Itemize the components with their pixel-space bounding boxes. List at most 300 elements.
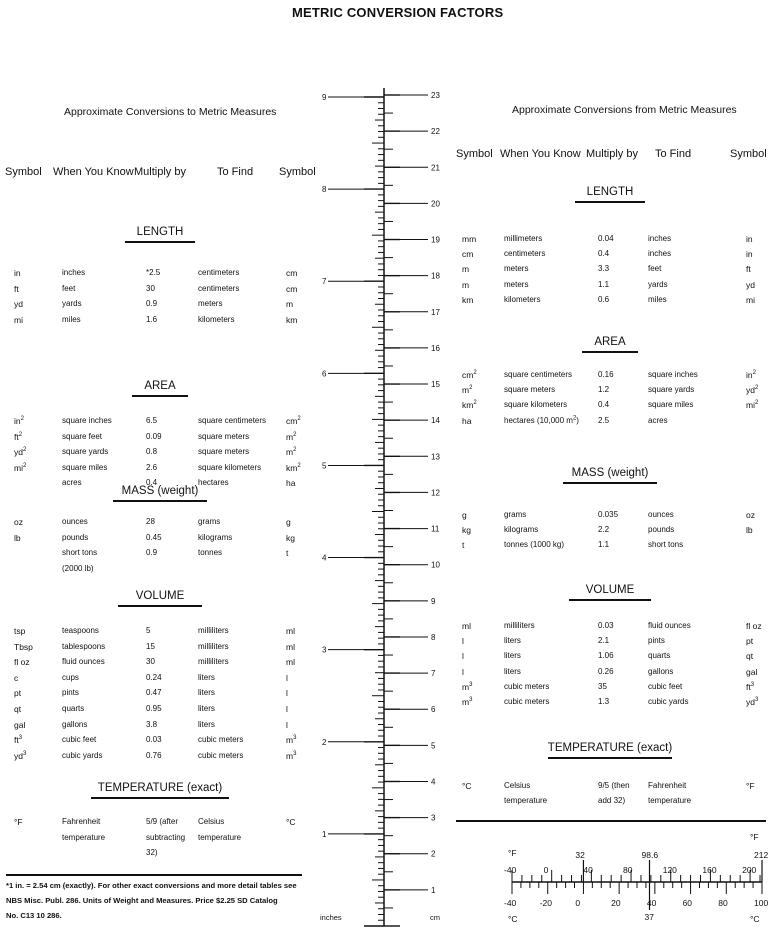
footnote-rule [6,874,302,876]
left-section-rule [91,797,229,799]
celsius-label: 80 [718,898,728,908]
left-cell-mult: subtracting [146,832,186,842]
left-cell-mult: 32) [146,848,158,858]
left-cell-know: teaspoons [62,626,99,635]
right-cell-know: liters [504,651,521,661]
left-cell-know: (2000 lb) [62,563,94,573]
cm-label: 15 [431,380,440,390]
inch-label: 7 [322,277,327,287]
left-cell-mult: 15 [146,641,155,651]
ruler-graphic [310,0,460,935]
cm-label: 10 [431,560,440,570]
right-cell-sym2: oz [746,510,755,520]
right-cell-know: milliliters [504,621,535,630]
right-cell-sym: $m^3$ [462,681,473,692]
fahrenheit-mark-label: 212 [754,850,769,860]
right-cell-sym: cm [462,249,474,260]
inch-unit-label: inches [320,913,342,922]
fahrenheit-unit: °F [508,848,517,858]
left-cell-find: centimeters [198,268,240,277]
left-cell-mult: *2.5 [146,268,161,277]
right-cell-know: kilometers [504,294,541,304]
left-cell-sym: c [14,672,19,683]
left-header-symbol2: Symbol [279,166,316,178]
inch-label: 5 [322,461,327,471]
left-header-multiply: Multiply by [134,166,186,178]
right-cell-sym2: gal [746,666,758,677]
left-cell-find: liters [198,704,215,713]
celsius-label: 100 [754,898,769,908]
right-cell-find: cubic yards [648,697,689,706]
left-section-rule [132,395,188,397]
left-cell-sym: in [14,268,21,278]
left-cell-find: Celsius [198,817,225,826]
left-cell-sym2: l [286,704,288,714]
left-section-title: LENGTH [136,226,184,238]
right-cell-know: kilograms [504,525,539,535]
left-cell-know: cups [62,672,79,682]
fahrenheit-mark-label: 32 [575,850,585,860]
left-cell-find: cubic meters [198,750,244,760]
right-cell-find: Fahrenheit [648,781,687,790]
left-section-rule [125,241,195,243]
right-cell-mult: 1.1 [598,540,610,550]
left-cell-find: milliliters [198,657,229,667]
left-cell-know: acres [62,478,82,488]
right-cell-sym: g [462,510,467,520]
right-cell-know: square meters [504,385,556,395]
left-section-rule [118,605,202,607]
right-cell-sym: km [462,294,474,305]
right-cell-know: Celsius [504,781,531,790]
right-section-rule [582,351,638,353]
cm-unit-label: cm [430,913,440,922]
right-cell-sym2: $in^2$ [746,370,756,380]
right-cell-know: liters [504,636,521,646]
right-cell-sym: mm [462,234,477,244]
right-cell-find: short tons [648,540,684,550]
left-cell-find: cubic meters [198,735,244,745]
cm-label: 22 [431,127,440,137]
right-cell-sym: t [462,540,465,551]
left-section-title: AREA [144,380,176,392]
left-cell-sym: $mi^2$ [14,462,27,473]
fahrenheit-label: 120 [662,865,677,875]
left-cell-sym2: t [286,548,289,559]
left-cell-know: square inches [62,416,112,425]
left-cell-sym2: °C [286,817,296,827]
left-cell-mult: 30 [146,657,155,667]
left-cell-sym: $in^2$ [14,416,24,426]
left-cell-know: fluid ounces [62,657,105,667]
right-cell-sym: l [462,666,464,677]
left-cell-mult: 0.03 [146,735,162,745]
left-cell-find: liters [198,672,215,682]
left-cell-sym: qt [14,704,22,714]
left-cell-mult: 0.9 [146,299,158,309]
right-cell-find: quarts [648,651,671,661]
right-cell-find: gallons [648,666,674,676]
inch-label: 9 [322,93,327,102]
right-cell-find: pints [648,636,665,646]
right-cell-mult: 2.2 [598,525,610,535]
left-cell-sym2: kg [286,532,295,543]
left-cell-find: grams [198,517,221,526]
left-cell-mult: 0.9 [146,548,158,558]
cm-label: 13 [431,452,440,462]
right-cell-find: inches [648,249,672,259]
cm-label: 1 [431,885,436,895]
right-section-rule [575,201,645,203]
right-cell-find: square miles [648,400,694,410]
celsius-label: -20 [539,898,553,908]
left-cell-mult: 5 [146,626,151,635]
celsius-unit-right: °C [750,914,760,924]
right-cell-find: temperature [648,796,692,806]
right-cell-sym2: ft [746,264,751,275]
left-cell-know: Fahrenheit [62,817,101,826]
left-cell-sym2: ml [286,641,295,652]
right-section-title: MASS (weight) [571,467,649,479]
left-cell-know: temperature [62,832,106,842]
right-cell-mult: 0.26 [598,666,614,676]
right-cell-sym: m [462,264,470,275]
cm-label: 21 [431,163,440,173]
right-section-title: TEMPERATURE (exact) [547,742,673,754]
right-cell-know: square centimeters [504,370,573,379]
right-cell-mult: 35 [598,681,607,691]
temperature-rule [456,820,766,822]
right-cell-sym2: °F [746,781,755,791]
right-cell-find: acres [648,415,668,425]
left-cell-sym: $yd^3$ [14,750,27,761]
fahrenheit-label: 40 [583,865,593,875]
left-cell-sym: Tbsp [14,641,33,652]
left-cell-know: pints [62,688,79,698]
left-cell-know: short tons [62,548,98,558]
right-header-symbol2: Symbol [730,148,767,160]
right-section-title: LENGTH [586,186,634,198]
right-cell-sym2: $mi^2$ [746,400,759,411]
left-cell-sym2: l [286,719,288,730]
right-cell-find: inches [648,234,672,243]
cm-label: 3 [431,813,436,823]
right-cell-mult: 2.1 [598,636,610,646]
right-cell-sym: ml [462,621,471,631]
left-cell-sym2: cm [286,268,298,278]
right-cell-mult: 0.04 [598,234,614,243]
left-cell-know: inches [62,268,86,277]
fahrenheit-label: 0 [543,865,549,875]
cm-label: 6 [431,705,436,715]
celsius-mark-label: 37 [644,912,654,922]
right-cell-know: liters [504,666,521,676]
right-cell-mult: add 32) [598,796,626,806]
left-cell-sym: tsp [14,626,26,636]
left-cell-sym2: l [286,672,288,683]
left-cell-know: square yards [62,447,109,457]
cm-label: 14 [431,416,440,426]
left-cell-know: cubic feet [62,735,97,745]
left-cell-find: square centimeters [198,416,267,425]
inch-label: 2 [322,737,327,747]
right-cell-sym2: mi [746,294,755,305]
left-cell-mult: 30 [146,283,155,293]
right-header-symbol: Symbol [456,148,493,160]
left-cell-sym2: l [286,688,288,699]
left-cell-mult: 3.8 [146,719,158,729]
left-cell-sym: mi [14,314,23,325]
left-cell-sym: gal [14,719,26,730]
left-cell-mult: 0.09 [146,431,162,441]
right-cell-know: tonnes (1000 kg) [504,540,565,550]
right-cell-mult: 0.4 [598,400,610,410]
right-cell-sym: l [462,651,464,662]
right-cell-know: grams [504,510,527,519]
fahrenheit-unit-right: °F [750,832,759,842]
inch-label: 1 [322,829,327,839]
left-cell-sym: lb [14,532,21,543]
left-cell-mult: 5/9 (after [146,817,179,826]
left-cell-sym2: km [286,314,298,325]
cm-label: 20 [431,199,440,209]
right-cell-mult: 0.035 [598,510,619,519]
right-cell-find: square yards [648,385,695,395]
left-cell-know: quarts [62,704,85,713]
left-cell-sym2: m [286,299,294,310]
left-cell-know: pounds [62,532,89,542]
right-cell-know: cubic meters [504,681,550,691]
right-cell-mult: 3.3 [598,264,610,274]
right-cell-know: meters [504,264,529,274]
left-cell-find: square meters [198,431,250,441]
cm-label: 2 [431,849,436,859]
right-cell-sym: l [462,636,464,647]
cm-label: 4 [431,777,436,787]
right-cell-sym: m [462,279,470,290]
left-cell-sym: $yd^2$ [14,447,27,458]
celsius-label: 20 [611,898,621,908]
celsius-label: 40 [646,898,657,908]
right-cell-sym2: $yd^2$ [746,385,759,396]
right-cell-mult: 1.3 [598,697,610,706]
celsius-label: 60 [682,898,693,908]
right-cell-sym: °C [462,781,472,791]
left-cell-mult: 0.45 [146,532,162,542]
right-section-rule [569,599,651,601]
right-cell-know: temperature [504,796,548,806]
left-section-rule [113,500,207,502]
cm-label: 7 [431,669,436,679]
thermometer-graphic [450,830,770,930]
left-section-title: VOLUME [135,590,185,602]
right-cell-sym: $cm^2$ [462,370,477,380]
right-cell-know: centimeters [504,249,546,259]
right-cell-sym: ha [462,415,472,426]
right-cell-find: miles [648,294,667,304]
left-cell-know: cubic yards [62,750,103,760]
cm-label: 18 [431,271,440,281]
cm-label: 12 [431,488,440,498]
left-cell-find: square meters [198,447,250,457]
right-cell-sym2: pt [746,636,754,647]
right-subtitle: Approximate Conversions from Metric Measures [512,104,737,116]
left-cell-find: hectares [198,478,229,488]
right-cell-know: meters [504,279,529,289]
inch-label: 8 [322,185,327,195]
left-cell-sym: yd [14,299,23,310]
left-cell-sym: ft [14,283,19,294]
right-cell-sym2: fl oz [746,621,762,631]
left-cell-mult: 0.24 [146,672,162,682]
left-cell-find: milliliters [198,626,229,635]
left-cell-know: square miles [62,462,108,472]
fahrenheit-label: 80 [623,865,633,875]
right-cell-mult: 0.16 [598,370,614,379]
right-cell-find: square inches [648,370,698,379]
left-cell-mult: 0.95 [146,704,162,713]
left-cell-sym: $ft^3$ [14,735,23,746]
left-cell-know: miles [62,314,81,324]
left-cell-sym: pt [14,688,22,699]
left-header-find: To Find [217,166,254,178]
right-cell-sym2: in [746,249,753,260]
left-section-title: MASS (weight) [121,485,199,497]
right-header-find: To Find [655,148,692,160]
right-section-title: AREA [594,336,626,348]
inch-label: 4 [322,553,327,563]
left-cell-know: feet [62,283,76,293]
left-cell-know: yards [62,299,82,309]
cm-label: 9 [431,596,436,606]
left-cell-sym2: $km^2$ [286,462,301,473]
celsius-label: 0 [575,898,581,908]
left-cell-mult: 0.8 [146,447,158,457]
right-cell-mult: 0.4 [598,249,610,259]
left-cell-mult: 2.6 [146,462,158,472]
left-cell-mult: 1.6 [146,314,158,324]
right-cell-mult: 1.1 [598,279,610,289]
right-cell-find: cubic feet [648,681,683,691]
cm-label: 11 [431,524,440,534]
left-cell-sym2: ml [286,626,295,636]
right-cell-sym2: lb [746,525,753,536]
left-cell-sym2: g [286,517,291,527]
cm-label: 5 [431,741,436,751]
footnote-line-1: *1 in. = 2.54 cm (exactly). For other exact conversions and more detail tables see [6,881,297,890]
right-cell-find: ounces [648,510,674,519]
left-cell-know: gallons [62,719,88,729]
inch-label: 3 [322,645,327,655]
left-section-title: TEMPERATURE (exact) [97,782,223,794]
right-cell-know: millimeters [504,234,543,243]
right-cell-mult: 2.5 [598,415,610,425]
left-cell-find: tonnes [198,548,223,558]
left-cell-find: kilograms [198,532,233,542]
right-cell-know: square kilometers [504,400,568,410]
right-header-multiply: Multiply by [586,148,638,160]
right-cell-mult: 0.6 [598,294,610,304]
left-cell-know: tablespoons [62,641,106,651]
right-cell-mult: 1.2 [598,385,610,395]
inch-label: 6 [322,369,327,379]
left-cell-mult: 0.4 [146,478,158,488]
left-cell-sym2: $m^2$ [286,431,297,442]
left-header-know: When You Know [53,166,134,178]
right-cell-find: fluid ounces [648,621,691,630]
celsius-label: -40 [504,898,517,908]
right-section-rule [548,757,672,759]
right-cell-find: pounds [648,525,675,535]
left-cell-sym2: cm [286,283,298,294]
left-cell-sym2: $m^3$ [286,750,297,761]
left-cell-sym2: ml [286,657,295,668]
left-cell-sym: °F [14,817,23,827]
right-cell-sym: kg [462,525,471,536]
left-cell-find: temperature [198,832,242,842]
left-cell-sym: oz [14,517,23,527]
right-cell-sym2: in [746,234,753,244]
left-cell-mult: 28 [146,517,155,526]
cm-label: 16 [431,343,440,353]
right-cell-find: feet [648,264,662,274]
right-cell-sym2: $yd^3$ [746,697,759,707]
left-cell-mult: 0.47 [146,688,162,698]
left-cell-sym: fl oz [14,657,30,668]
right-cell-know: hectares (10,000 $m^2$) [504,414,579,425]
fahrenheit-label: -40 [504,865,517,875]
left-cell-sym2: $m^3$ [286,735,297,746]
celsius-unit: °C [508,914,518,924]
right-cell-sym: $m^3$ [462,697,473,707]
right-cell-sym2: yd [746,279,755,290]
left-cell-mult: 0.76 [146,750,162,760]
left-cell-find: meters [198,299,223,309]
left-cell-find: liters [198,688,215,698]
right-header-know: When You Know [500,148,581,160]
left-cell-know: ounces [62,517,88,526]
right-cell-sym2: $ft^3$ [746,681,755,692]
cm-label: 8 [431,632,436,642]
left-cell-mult: 6.5 [146,416,158,425]
footnote-line-2: NBS Misc. Publ. 286. Units of Weight and Measures. Price $2.25 SD Catalog [6,896,278,905]
left-cell-sym2: $m^2$ [286,447,297,458]
cm-label: 19 [431,235,440,245]
right-cell-find: yards [648,279,668,289]
right-cell-mult: 9/5 (then [598,781,630,790]
left-cell-know: square feet [62,431,103,441]
left-header-symbol: Symbol [5,166,42,178]
right-cell-know: cubic meters [504,697,550,706]
cm-label: 23 [431,91,440,100]
right-section-title: VOLUME [585,584,635,596]
left-cell-find: liters [198,719,215,729]
page-title: METRIC CONVERSION FACTORS [292,5,504,20]
right-cell-sym: $km^2$ [462,400,477,411]
right-cell-sym: $m^2$ [462,385,473,396]
right-section-rule [563,482,657,484]
left-subtitle: Approximate Conversions to Metric Measures [64,106,277,118]
left-cell-sym: $ft^2$ [14,431,23,442]
left-cell-find: kilometers [198,314,235,324]
right-cell-sym2: qt [746,651,754,662]
footnote-line-3: No. C13 10 286. [6,911,62,920]
left-cell-find: square kilometers [198,462,262,472]
fahrenheit-label: 200 [742,865,757,875]
left-cell-find: centimeters [198,283,240,293]
fahrenheit-label: 160 [702,865,717,875]
right-cell-mult: 1.06 [598,651,614,661]
